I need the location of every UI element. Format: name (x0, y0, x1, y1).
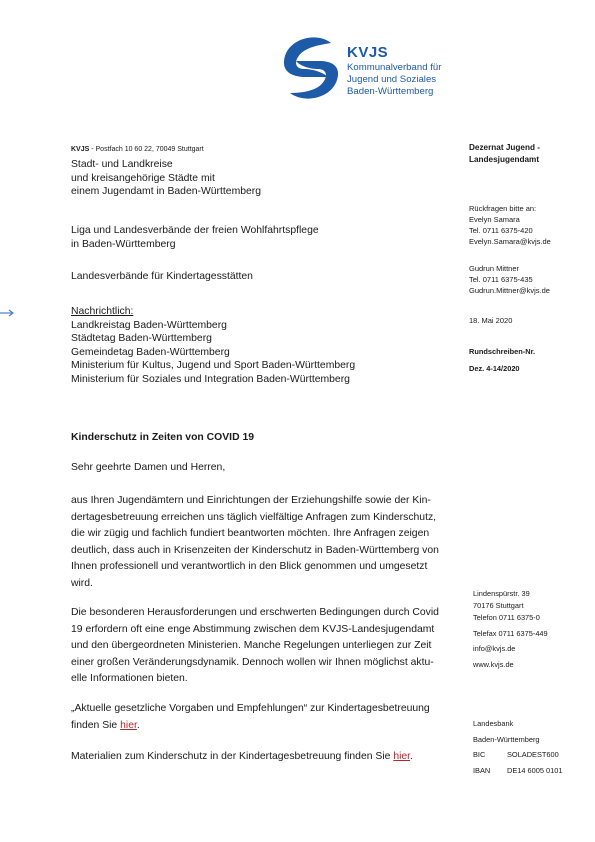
recipient-line: in Baden-Württemberg (71, 238, 176, 250)
contact-name: Evelyn Samara (469, 215, 520, 224)
recipient-line: einem Jugendamt in Baden-Württemberg (71, 186, 262, 198)
iban-value: DE14 6005 0101 (507, 765, 563, 775)
footer-phone: Telefon 0711 6375-0 (473, 613, 540, 622)
paragraph-line: die wir zügig und fachlich fundiert beantworten möchten. Ihre Anfragen zeigen (71, 528, 430, 539)
paragraph-4 (71, 749, 466, 766)
paragraph-line (71, 718, 466, 735)
arrow-right-icon (0, 309, 16, 317)
kvjs-logo-icon (276, 33, 346, 103)
contact-label: Rückfragen bitte an: (469, 204, 537, 213)
letter-subject: Kinderschutz in Zeiten von COVID 19 (71, 432, 255, 443)
paragraph-2 (71, 605, 466, 688)
paragraph-line (71, 749, 466, 766)
contact-block-2 (469, 263, 550, 296)
footer-city: 70176 Stuttgart (473, 601, 524, 610)
cc-line: Städtetag Baden-Württemberg (71, 333, 212, 345)
bank-name: Baden-Württemberg (473, 734, 540, 744)
paragraph-line: elle Informationen bieten. (71, 673, 188, 684)
footer-address (473, 588, 530, 612)
circular-label: Rundschreiben-Nr. (469, 347, 536, 356)
paragraph-line: und den übergeordneten Ministerien. Manche Regelungen unterliegen zur Zeit (71, 640, 432, 651)
bic-label: BIC (473, 750, 486, 759)
logo-subline: Kommunalverband für (347, 62, 442, 73)
recipient-group-3 (71, 270, 253, 284)
logo-subline: Baden-Württemberg (347, 86, 434, 97)
cc-line: Gemeindetag Baden-Württemberg (71, 346, 230, 358)
sender-line (71, 145, 204, 154)
paragraph-line: Die besonderen Herausforderungen und erschwerten Bedingungen durch Covid (71, 607, 439, 618)
footer-street: Lindenspürstr. 39 (473, 589, 530, 598)
paragraph-line: einer großen Veränderungsdynamik. Dennoch wollen wir Ihnen möglichst aktu- (71, 656, 434, 668)
letter-date: 18. Mai 2020 (469, 316, 513, 325)
iban-row (473, 763, 562, 779)
cc-line: Landkreistag Baden-Württemberg (71, 319, 227, 331)
paragraph-line: wird. (71, 577, 93, 589)
greeting-text: Sehr geehrte Damen und Herren, (71, 462, 226, 473)
link-suffix: . (410, 751, 413, 762)
contact-name: Gudrun Mittner (469, 264, 520, 273)
link-suffix: . (136, 719, 140, 731)
paragraph-3 (71, 701, 466, 734)
footer-web[interactable]: www.kvjs.de (473, 659, 514, 669)
circular-number: Dez. 4-14/2020 (469, 364, 520, 373)
recipient-line: Liga und Landesverbände der freien Wohlfahrtspflege (71, 225, 319, 236)
recipient-line: Landesverbände für Kindertagesstätten (71, 271, 253, 282)
bic-row (473, 747, 562, 763)
cc-block (71, 305, 355, 387)
materials-link[interactable]: hier (393, 751, 411, 762)
contact-email[interactable]: Evelyn.Samara@kvjs.de (469, 237, 551, 246)
paragraph-line: aus Ihren Jugendämtern und Einrichtungen der Erziehungshilfe sowie der Kin- (71, 495, 431, 506)
cc-line: Ministerium für Kultus, Jugend und Sport Baden-Württemberg (71, 360, 356, 372)
contact-email[interactable]: Gudrun.Mittner@kvjs.de (469, 286, 550, 295)
sender-org: KVJS (71, 146, 90, 153)
paragraph-line: Ihnen professionell und verantwortlich in den Blick genommen und umgesetzt (71, 561, 428, 572)
department-line: Dezernat Jugend - (469, 143, 540, 152)
recipient-line: Stadt- und Landkreise (71, 159, 173, 170)
cc-heading: Nachrichtlich: (71, 306, 134, 317)
logo-subline: Jugend und Soziales (347, 74, 437, 85)
sender-address: - Postfach 10 60 22, 70049 Stuttgart (89, 146, 204, 153)
footer-fax: Telefax 0711 6375-449 (473, 628, 548, 638)
department-line: Landesjugendamt (469, 155, 540, 164)
paragraph-line: deutlich, dass auch in Krisenzeiten der Kinderschutz in Baden-Württemberg von (71, 544, 439, 556)
paragraph-line: dertagesbetreuung erreichen uns täglich vielfältige Anfragen zum Kinderschutz, (71, 511, 437, 523)
bank-name: Landesbank (473, 719, 514, 728)
logo-title: KVJS (347, 44, 389, 61)
link-prefix: finden Sie (71, 719, 121, 731)
recipient-group-1 (71, 158, 261, 199)
greeting (71, 460, 466, 477)
link-prefix: Materialien zum Kinderschutz in der Kindertagesbetreuung finden Sie (71, 751, 394, 762)
recipient-line: und kreisangehörige Städte mit (71, 172, 215, 184)
cc-line: Ministerium für Soziales und Integration Baden-Württemberg (71, 373, 350, 385)
department-heading (469, 142, 540, 166)
contact-block (469, 203, 551, 247)
recipient-group-2 (71, 224, 319, 251)
paragraph-1 (71, 493, 466, 592)
bic-value: SOLADEST600 (507, 750, 559, 759)
iban-label: IBAN (473, 765, 491, 775)
legal-guidelines-link[interactable]: hier (120, 719, 137, 731)
footer-contacts (473, 610, 548, 672)
paragraph-line: 19 erfordern oft eine enge Abstimmung zwischen dem KVJS-Landesjugendamt (71, 623, 435, 635)
footer-email[interactable]: info@kvjs.de (473, 644, 516, 653)
paragraph-line: „Aktuelle gesetzliche Vorgaben und Empfehlungen“ zur Kindertagesbetreuung (71, 703, 430, 714)
contact-phone: Tel. 0711 6375-435 (469, 275, 533, 284)
logo-wordmark (347, 44, 441, 98)
footer-bank (473, 716, 562, 778)
contact-phone: Tel. 0711 6375-420 (469, 226, 533, 235)
